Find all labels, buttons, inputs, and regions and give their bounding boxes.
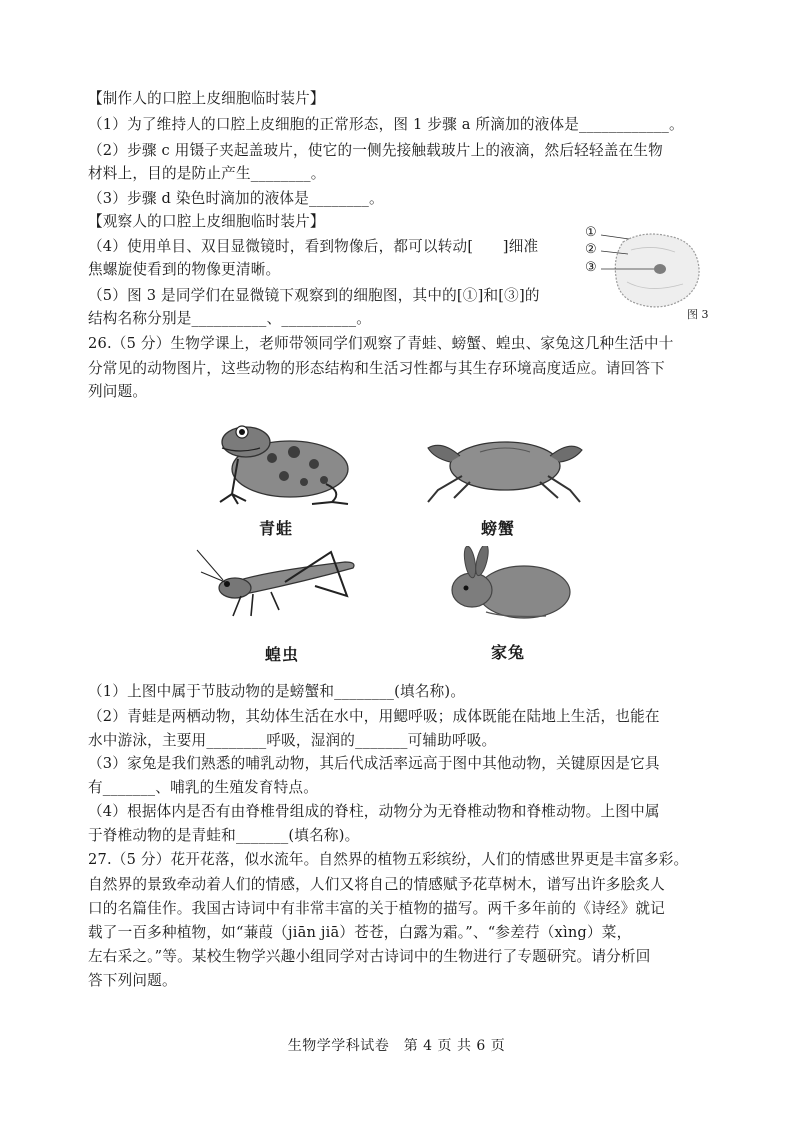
figure-3-label-1: ① (585, 225, 597, 240)
q26-line-3: 列问题。 (88, 383, 148, 400)
q25-line-4: （3）步骤 d 染色时滴加的液体是________。 (88, 190, 384, 207)
q25-line-3: 材料上，目的是防止产生________。 (88, 165, 326, 182)
q26-line-1: 26.（5 分）生物学课上，老师带领同学们观察了青蛙、螃蟹、蝗虫、家兔这几种生活中十 (88, 335, 674, 352)
crab-image (420, 428, 590, 506)
figure-3-label-3: ③ (585, 260, 597, 275)
q26-sub-7: 于脊椎动物的是青蛙和_______(填名称)。 (88, 827, 360, 844)
caption-grasshopper: 蝗虫 (265, 645, 300, 664)
q25-line-7: （5）图 3 是同学们在显微镜下观察到的细胞图，其中的[①]和[③]的 (88, 287, 540, 304)
q26-sub-5: 有_______、哺乳的生殖发育特点。 (88, 779, 319, 796)
figure-3-label-2: ② (585, 242, 597, 257)
q26-sub-1: （1）上图中属于节肢动物的是螃蟹和________(填名称)。 (88, 683, 466, 700)
q27-line-3: 口的名篇佳作。我国古诗词中有非常丰富的关于植物的描写。两千多年前的《诗经》就记 (88, 900, 665, 917)
q26-sub-3: 水中游泳，主要用________呼吸，湿润的_______可辅助呼吸。 (88, 732, 497, 749)
q27-line-5: 左右采之。”等。某校生物学兴趣小组同学对古诗词中的生物进行了专题研究。请分析回 (88, 948, 651, 965)
grasshopper-image (195, 546, 367, 622)
q26-sub-6: （4）根据体内是否有由脊椎骨组成的脊柱，动物分为无脊椎动物和脊椎动物。上图中属 (88, 803, 660, 820)
q26-sub-4: （3）家兔是我们熟悉的哺乳动物，其后代成活率远高于图中其他动物，关键原因是它具 (88, 755, 660, 772)
q25-line-2: （2）步骤 c 用镊子夹起盖玻片，使它的一侧先接触载玻片上的液滴，然后轻轻盖在生物 (88, 142, 663, 159)
figure-3-caption: 图 3 (687, 308, 709, 321)
q26-sub-2: （2）青蛙是两栖动物，其幼体生活在水中，用鳃呼吸；成体既能在陆地上生活，也能在 (88, 708, 660, 725)
q25-line-1: （1）为了维持人的口腔上皮细胞的正常形态，图 1 步骤 a 所滴加的液体是____________。 (88, 116, 684, 133)
q25-line-8: 结构名称分别是__________、__________。 (88, 310, 372, 327)
figure-3-cell-diagram (583, 222, 713, 322)
q27-line-2: 自然界的景致牵动着人们的情感，人们又将自己的情感赋予花草树木，谱写出许多脍炙人 (88, 876, 665, 893)
section-title-make: 【制作人的口腔上皮细胞临时装片】 (88, 90, 325, 107)
q27-line-1: 27.（5 分）花开花落，似水流年。自然界的植物五彩缤纷，人们的情感世界更是丰富多彩。 (88, 851, 689, 868)
caption-rabbit: 家兔 (491, 643, 526, 662)
caption-crab: 螃蟹 (481, 519, 516, 538)
q27-line-4: 载了一百多种植物，如“蒹葭（jiān jiā）苍苍，白露为霜。”、“参差荇（xìng）菜， (88, 924, 632, 941)
caption-frog: 青蛙 (259, 519, 294, 538)
rabbit-image (446, 546, 576, 620)
section-title-observe: 【观察人的口腔上皮细胞临时装片】 (88, 213, 325, 230)
q26-line-2: 分常见的动物图片，这些动物的形态结构和生活习性都与其生存环境高度适应。请回答下 (88, 360, 665, 377)
q25-line-6: 焦螺旋使看到的物像更清晰。 (88, 261, 281, 278)
page-footer: 生物学学科试卷 第 4 页 共 6 页 (287, 1038, 506, 1054)
q25-line-5: （4）使用单目、双目显微镜时，看到物像后，都可以转动[ ]细准 (88, 238, 539, 255)
q27-line-6: 答下列问题。 (88, 972, 177, 989)
frog-image (208, 414, 363, 509)
